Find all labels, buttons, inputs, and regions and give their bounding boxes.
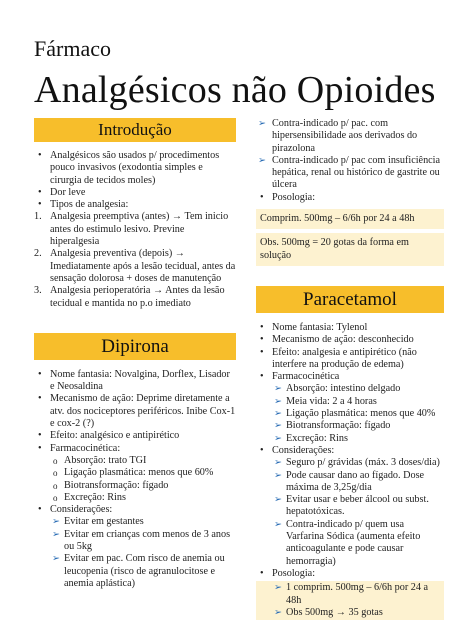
arrow-item: ➢ Evitar em crianças com menos de 3 anos ou 5kg (34, 529, 236, 554)
arrow-item: ➢ 1 comprim. 500mg – 6/6h por 24 a 48h (256, 582, 444, 607)
list-item: • Efeito: analgésico e antipirético (34, 430, 236, 442)
list-item: • Nome fantasia: Novalgina, Dorflex, Lisador e Neosaldina (34, 369, 236, 394)
item-text: Analgesia perioperatória → Antes da lesão tecidual e mantida no p.o imediato (50, 285, 225, 309)
dipirona-list-cont (256, 118, 444, 204)
right-column (256, 118, 444, 620)
left-column (34, 118, 236, 590)
numbered-item (34, 248, 236, 285)
dipirona-list (34, 369, 236, 590)
arrow-item: ➢ Meia vida: 2 a 4 horas (256, 396, 444, 408)
list-item: • Farmacocinética: (34, 443, 236, 455)
section-heading-paracetamol: Paracetamol (256, 286, 444, 313)
arrow-item: ➢ Evitar usar e beber álcool ou subst. hepatotóxicas. (256, 494, 444, 519)
list-item: • Posologia: (256, 192, 444, 204)
list-item: • Mecanismo de ação: Deprime diretamente a atv. dos nociceptores periféricos. Inibe Cox-1 e cox-2 (?) (34, 393, 236, 430)
numbered-item (34, 285, 236, 310)
list-item: • Efeito: analgesia e antipirético (não interfere na produção de edema) (256, 347, 444, 372)
list-item: • Considerações: (256, 445, 444, 457)
arrow-item: ➢ Contra-indicado p/ pac com insuficiência hepática, renal ou histórico de gastrite ou úlcera (256, 155, 444, 192)
sub-item: o Absorção: trato TGI (34, 455, 236, 467)
sub-item: o Biotransformação: fígado (34, 480, 236, 492)
list-item: • Posologia: (256, 568, 444, 580)
list-item: • Farmacocinética (256, 371, 444, 383)
list-item: • Dor leve (34, 187, 236, 199)
item-text: Analgesia preventiva (depois) → Imediatamente após a lesão tecidual, antes da sensação dolorosa + doses de manutenção (50, 248, 236, 284)
arrow-item: ➢ Biotransformação: fígado (256, 420, 444, 432)
sub-item: o Ligação plasmática: menos que 60% (34, 467, 236, 479)
arrow-item: ➢ Excreção: Rins (256, 433, 444, 445)
arrow-item: ➢ Obs 500mg → 35 gotas (256, 607, 444, 619)
page-title: Analgésicos não Opioides (34, 69, 436, 111)
page-subtitle: Fármaco (34, 36, 111, 61)
section-heading-dipirona: Dipirona (34, 333, 236, 360)
arrow-item: ➢ Ligação plasmática: menos que 40% (256, 408, 444, 420)
arrow-item: ➢ Seguro p/ grávidas (máx. 3 doses/dia) (256, 457, 444, 469)
arrow-item: ➢ Evitar em gestantes (34, 516, 236, 528)
item-number: 3. (34, 285, 42, 297)
posologia-box (256, 581, 444, 620)
paracetamol-posologia-list (256, 582, 444, 619)
item-number: 2. (34, 248, 42, 260)
paracetamol-list (256, 322, 444, 580)
arrow-item: ➢ Absorção: intestino delgado (256, 383, 444, 395)
posologia-box: Obs. 500mg = 20 gotas da forma em solução (256, 233, 444, 266)
item-text: Analgesia preemptiva (antes) → Tem inicio antes do estimulo lesivo. Previne hiperalgesia (50, 211, 229, 248)
list-item: • Considerações: (34, 504, 236, 516)
list-item: • Nome fantasia: Tylenol (256, 322, 444, 334)
arrow-item: ➢ Pode causar dano ao fígado. Dose máxima de 3,25g/dia (256, 470, 444, 495)
arrow-item: ➢ Evitar em pac. Com risco de anemia ou leucopenia (risco de agranulocitose e anemia aplástica) (34, 553, 236, 590)
list-item: • Tipos de analgesia: (34, 199, 236, 211)
posologia-box: Comprim. 500mg – 6/6h por 24 a 48h (256, 209, 444, 229)
arrow-item: ➢ Contra-indicado p/ quem usa Varfarina Sódica (aumenta efeito anticoagulante e pode causar hemorragia) (256, 519, 444, 568)
list-item: • Mecanismo de ação: desconhecido (256, 334, 444, 346)
list-item: • Analgésicos são usados p/ procedimentos pouco invasivos (exodontia simples e cirurgia de tecidos moles) (34, 150, 236, 187)
item-number: 1. (34, 211, 42, 223)
numbered-item (34, 211, 236, 248)
section-heading-introducao: Introdução (34, 118, 236, 142)
arrow-item: ➢ Contra-indicado p/ pac. com hipersensibilidade aos derivados do pirazolona (256, 118, 444, 155)
sub-item: o Excreção: Rins (34, 492, 236, 504)
introducao-list (34, 150, 236, 310)
